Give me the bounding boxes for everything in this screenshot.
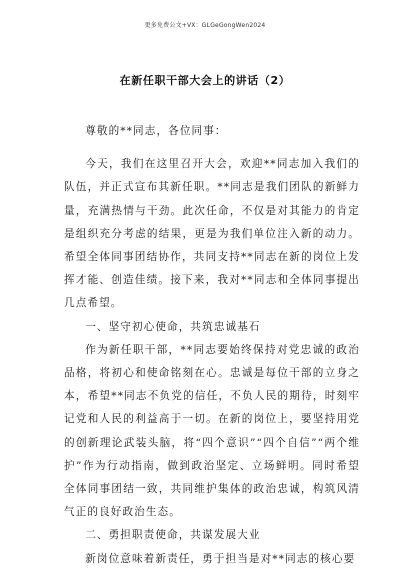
- document-body: [64, 120, 360, 571]
- section-heading-2: 二、勇担职责使命，共谋发展大业: [85, 529, 261, 542]
- document-title: 在新任职干部大会上的讲话（2）: [119, 74, 291, 87]
- paragraph-intro: 今天，我们在这里召开大会，欢迎**同志加入我们的队伍，并正式宣布其新任职。**同志是我们团队的新鲜力量，充满热情与干劲。此次任命，不仅是对其能力的肯定是组织充分考虑的结果，更是为我们单位注入新的动力。希望全体同事团结协作，共同支持**同志在新的岗位上发挥才能、创造佳绩。接下来，我对**同志和全体同事提出几点希望。: [64, 158, 360, 310]
- salutation: 尊敬的**同志，各位同事：: [85, 125, 227, 137]
- paragraph-section-2: 新岗位意味着新责任，勇于担当是对**同志的核心要: [85, 552, 356, 565]
- section-heading-1: 一、坚守初心使命，共筑忠诚基石: [85, 320, 261, 333]
- header-note: 更多免费公文+VX：GLGeGongWen2024: [144, 22, 266, 29]
- paragraph-section-1: 作为新任职干部，**同志要始终保持对党忠诚的政治品格，将初心和使命铭刻在心。忠诚是每位干部的立身之本，希望**同志不负党的信任，不负人民的期待，时刻牢记党和人民的利益高于一切。在新的岗位上，要坚持用党的创新理论武装头脑，将“四个意识”“四个自信”“两个维护”作为行动指南，做到政治坚定、立场鲜明。同时希望全体同事团结一致，共同维护集体的政治忠诚，构筑风清气正的良好政治生态。: [64, 343, 360, 519]
